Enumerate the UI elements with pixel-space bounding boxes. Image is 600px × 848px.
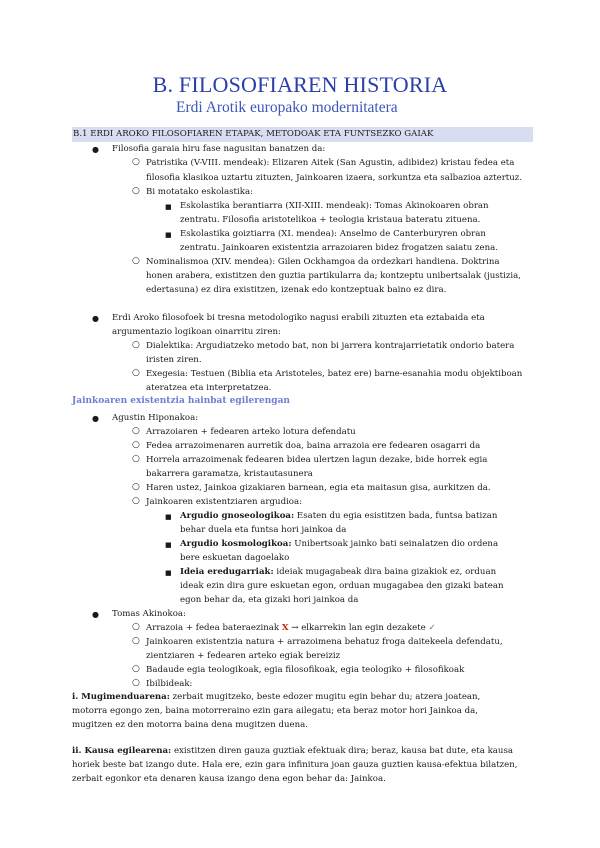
list-item: ateratzea eta interpretatzea. bbox=[146, 383, 272, 393]
list-item: Eskolastika berantiarra (XII-XIII. mendeak): Tomas Akinokoaren obran bbox=[180, 201, 489, 211]
list-item: Fedea arrazoimenaren aurretik doa, baina arrazoia ere fedearen osagarri da bbox=[146, 441, 481, 451]
argument-text: ideiak mugagabeak dira baina gizakiok ez, orduan bbox=[273, 567, 497, 577]
argument-label: Ideia eredugarriak: bbox=[180, 567, 274, 577]
bullet-disc: ● bbox=[92, 414, 99, 423]
list-item: iristen ziren. bbox=[146, 355, 202, 365]
list-item: bakarrera garamatza, kristautasunera bbox=[146, 469, 313, 479]
list-item: argumentazio logikoan oinarritu ziren: bbox=[112, 327, 281, 337]
bullet-circle: ○ bbox=[132, 157, 140, 167]
list-item: Arrazoiaren + fedearen arteko lotura defendatu bbox=[146, 427, 356, 437]
list-item: Filosofia garaia hiru fase nagusitan banatzen da: bbox=[112, 144, 326, 154]
page-subtitle: Erdi Arotik europako modernitatera bbox=[176, 99, 398, 116]
list-item: Erdi Aroko filosofoek bi tresna metodologiko nagusi erabili zituzten eta eztabaida eta bbox=[112, 313, 485, 323]
bullet-circle: ○ bbox=[132, 340, 140, 350]
bullet-circle: ○ bbox=[132, 482, 140, 492]
bullet-circle: ○ bbox=[132, 186, 140, 196]
list-item: behar duela eta funtsa hori jainkoa da bbox=[180, 525, 347, 535]
check-icon: ✓ bbox=[428, 623, 436, 633]
list-item: Patristika (V-VIII. mendeak): Elizaren Aitek (San Agustin, adibidez) kristau fedea eta bbox=[146, 158, 515, 168]
list-item: Ibilbideak: bbox=[146, 679, 193, 689]
bullet-disc: ● bbox=[92, 314, 99, 323]
list-item: Jainkoaren existentzia natura + arrazoimena behatuz froga daitekeela defendatu, bbox=[146, 637, 503, 647]
list-item: Haren ustez, Jainkoa gizakiaren barnean, egia eta maitasun gisa, aurkitzen da. bbox=[146, 483, 491, 493]
list-item: zientziaren + fedearen arteko egiak bereiziz bbox=[146, 651, 341, 661]
bullet-circle: ○ bbox=[132, 636, 140, 646]
list-item: edertasuna) ez dira existitzen, izenak edo kontzeptuak baino ez dira. bbox=[146, 285, 447, 295]
list-item bbox=[180, 567, 496, 578]
list-item: egon behar da, eta gizaki hori jainkoa da bbox=[180, 595, 359, 605]
list-item: zentratu. Jainkoaren existentzia arrazoiaren bidez frogatzen saiatu zena. bbox=[180, 243, 498, 253]
paragraph-line: motorra egongo zen, baina motorreraino ezin gara ailegatu; eta beraz motor hori Jainkoa da, bbox=[72, 706, 478, 716]
list-item: Exegesia: Testuen (Biblia eta Aristoteles, batez ere) barne-esanahia modu objektiboan bbox=[146, 369, 523, 379]
list-item: Jainkoaren existentziaren argudioa: bbox=[146, 497, 303, 507]
item-text: → elkarrekin lan egin dezakete bbox=[288, 623, 426, 633]
subsection-heading: Jainkoaren existentzia hainbat egilerengan bbox=[72, 396, 290, 406]
cross-icon: X bbox=[281, 623, 289, 633]
list-item: Dialektika: Argudiatzeko metodo bat, non bi jarrera kontrajarrietatik ondorio batera bbox=[146, 341, 515, 351]
list-item bbox=[146, 623, 436, 634]
list-item: Tomas Akinokoa: bbox=[112, 609, 186, 619]
paragraph-label: i. Mugimenduarena: bbox=[72, 692, 170, 702]
item-text: Arrazoia + fedea bateraezinak bbox=[146, 623, 282, 633]
bullet-circle: ○ bbox=[132, 256, 140, 266]
list-item: bere eskuetan dagoelako bbox=[180, 553, 290, 563]
list-item: Badaude egia teologikoak, egia filosofikoak, egia teologiko + filosofikoak bbox=[146, 665, 465, 675]
bullet-square: ■ bbox=[165, 203, 172, 211]
page-title: B. FILOSOFIAREN HISTORIA bbox=[152, 72, 448, 97]
list-item: ideak ezin dira gure eskuetan egon, orduan mugagabea den gizaki batean bbox=[180, 581, 504, 591]
bullet-square: ■ bbox=[165, 513, 172, 521]
bullet-circle: ○ bbox=[132, 454, 140, 464]
list-item: Agustin Hiponakoa: bbox=[112, 413, 199, 423]
bullet-circle: ○ bbox=[132, 368, 140, 378]
list-item: filosofia klasikoa uztartu zituzten, Jainkoaren izaera, sorkuntza eta salbazioa aztertuz. bbox=[146, 173, 523, 183]
bullet-square: ■ bbox=[165, 541, 172, 549]
bullet-circle: ○ bbox=[132, 440, 140, 450]
section-heading: B.1 ERDI AROKO FILOSOFIAREN ETAPAK, METODOAK ETA FUNTSEZKO GAIAK bbox=[72, 127, 533, 142]
list-item: Bi motatako eskolastika: bbox=[146, 187, 253, 197]
paragraph-line: horiek beste bat izango dute. Hala ere, ezin gara infinitura joan gauza guztien kausa-efektua bilatzen, bbox=[72, 760, 518, 770]
list-item: Horrela arrazoimenak fedearen bidea ulertzen lagun dezake, bide horrek egia bbox=[146, 455, 488, 465]
list-item: Eskolastika goiztiarra (XI. mendea): Anselmo de Canterburyren obran bbox=[180, 229, 486, 239]
bullet-disc: ● bbox=[92, 610, 99, 619]
paragraph-line: zerbait egonkor eta denaren kausa izango dena egon behar da: Jainkoa. bbox=[72, 774, 386, 784]
list-item bbox=[180, 539, 498, 550]
paragraph-text: zerbait mugitzeko, beste edozer mugitu egin behar du; atzera joatean, bbox=[169, 692, 481, 702]
paragraph-line bbox=[72, 692, 480, 703]
paragraph-line: mugitzen ez den motorra baina dena mugitzen duena. bbox=[72, 720, 309, 730]
paragraph-line bbox=[72, 746, 513, 757]
argument-text: Unibertsoak jainko bati seinalatzen dio ordena bbox=[291, 539, 499, 549]
argument-label: Argudio gnoseologikoa: bbox=[180, 511, 295, 521]
bullet-circle: ○ bbox=[132, 496, 140, 506]
bullet-circle: ○ bbox=[132, 678, 140, 688]
list-item: Nominalismoa (XIV. mendea): Gilen Ockhamgoa da ordezkari handiena. Doktrina bbox=[146, 257, 500, 267]
paragraph-label: ii. Kausa egilearena: bbox=[72, 746, 172, 756]
bullet-square: ■ bbox=[165, 569, 172, 577]
bullet-circle: ○ bbox=[132, 426, 140, 436]
bullet-circle: ○ bbox=[132, 664, 140, 674]
argument-text: Esaten du egia esistitzen bada, funtsa batizan bbox=[294, 511, 498, 521]
list-item: honen arabera, existitzen den guztia partikularra da; kontzeptu unibertsalak (justizia, bbox=[146, 271, 522, 281]
list-item: zentratu. Filosofia aristotelikoa + teologia kristaua bateratu zituena. bbox=[180, 215, 481, 225]
bullet-disc: ● bbox=[92, 145, 99, 154]
bullet-square: ■ bbox=[165, 231, 172, 239]
bullet-circle: ○ bbox=[132, 622, 140, 632]
paragraph-text: existitzen diren gauza guztiak efektuak dira; beraz, kausa bat dute, eta kausa bbox=[171, 746, 513, 756]
list-item bbox=[180, 511, 497, 522]
argument-label: Argudio kosmologikoa: bbox=[180, 539, 292, 549]
